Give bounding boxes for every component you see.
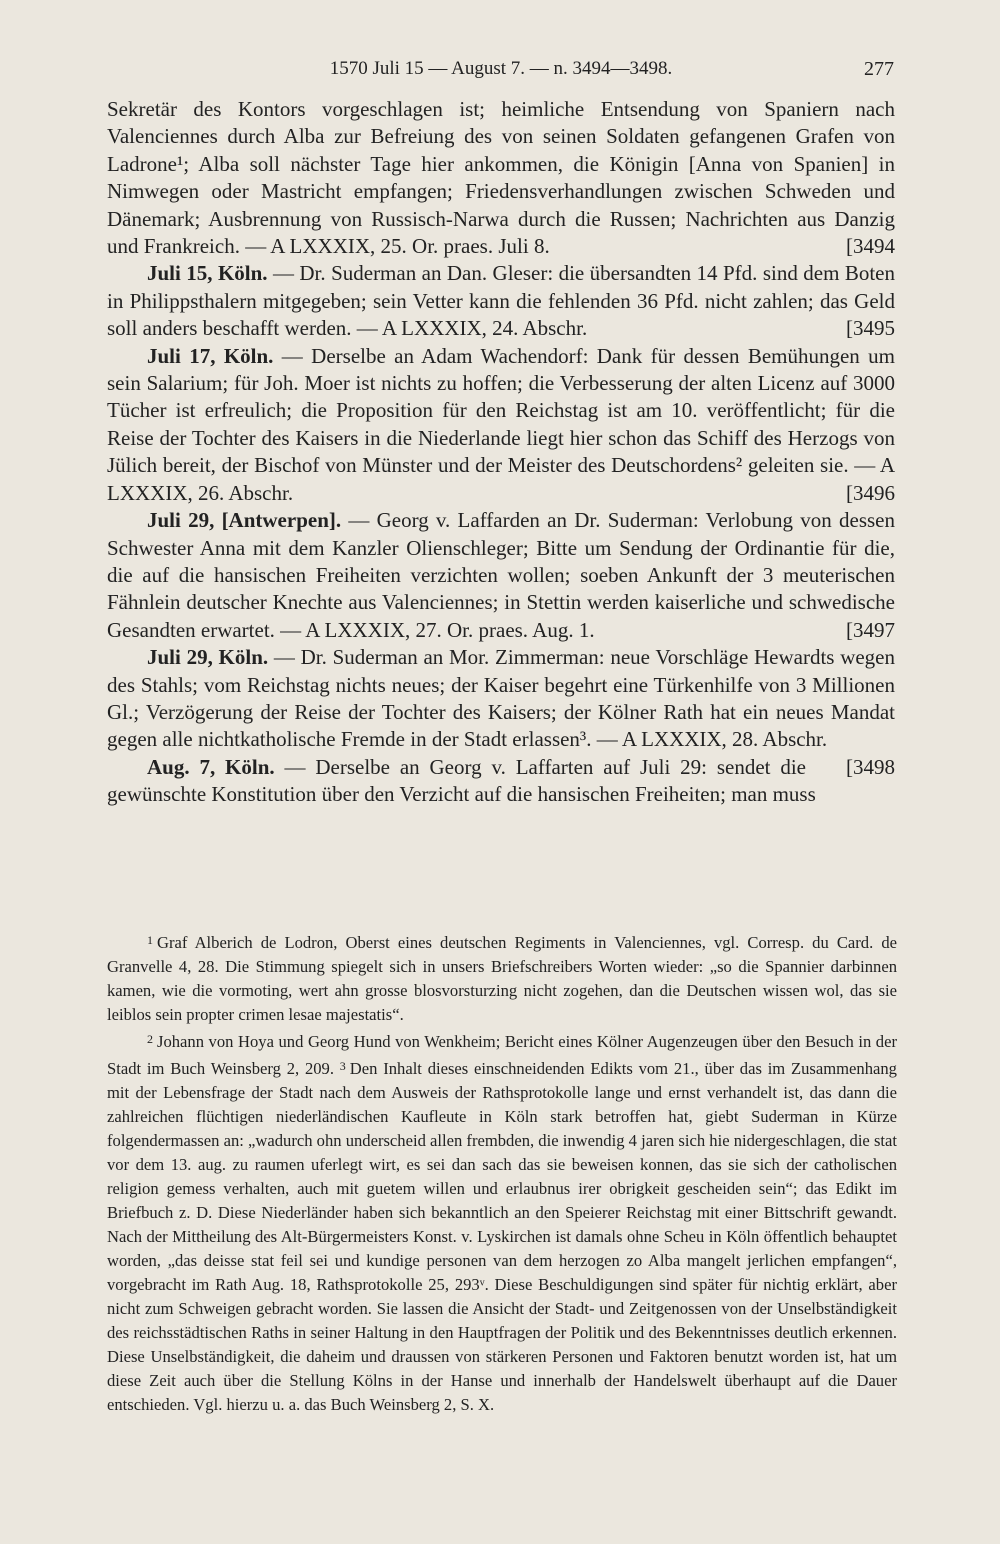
entry-date: Juli 17, Köln.	[147, 343, 274, 368]
entry-text: — Georg v. Laffarden an Dr. Suderman: Verlobung von dessen Schwester Anna mit dem Kanzler Olienschleger; Bitte um Sendung der Ordinantie für die, die auf die hansischen Freiheiten verzichten wollen; soeben Ankunft der 3 meuterischen Fähnlein deutscher Knechte aus Valenciennes; in Stettin werden kaiserliche und schwedische Gesandten erwartet. — A LXXXIX, 27. Or. praes. Aug. 1.	[107, 508, 895, 642]
entry-date: Juli 29, [Antwerpen].	[147, 508, 342, 533]
entry-number: [3497	[846, 617, 895, 642]
entry-number: [3496	[846, 480, 895, 505]
entry-text: — Derselbe an Adam Wachendorf: Dank für dessen Bemühungen um sein Salarium; für Joh. Moer ist nichts zu hoffen; die Verbesserung der alten Licenz auf 3000 Tücher ist erfreulich; die Proposition für den Reichstag ist am 10. veröffentlicht; für die Reise der Tochter des Kaisers in die Niederlande liegt hier schon das Schiff des Herzogs von Jülich bereit, der Bischof von Münster und der Meister des Deutschordens² geleiten sie. — A LXXXIX, 26. Abschr.	[107, 343, 896, 505]
footnote-text: Den Inhalt dieses einschneidenden Edikts vom 21., über das im Zusammenhang mit der Lebensfrage der Stadt nach dem Ausweis der Rathsprotokolle lange und ernst verhandelt ist, das dann die zahlreichen flüchtigen niederländischen Kaufleute in Köln stark betroffen hat, giebt Suderman in Kürze folgendermassen an: „wadurch ohn underscheid allen frembden, die inwendig 4 jaren sich hie nidergeschlagen, die stat vor dem 13. aug. zu raumen uferlegt wirt, es sei dan sach das sie beweisen konnen, das sie sich der catholischen religion gemess verhalten, auch mit guetem willen und erlaubnus irer obrigkeit gescheiden sein“; das Edikt im Briefbuch z. D. Diese Niederländer haben sich bekanntlich an den Speierer Reichstag mit einer Bittschrift gewandt. Nach der Mittheilung des Alt-Bürgermeisters Konst. v. Lyskirchen ist damals ohne Scheu in Köln öffentlich behauptet worden, „das deisse stat feil sei und kundige personen van dem herzogen zo Alba mangelt jerlichen empfangen“, vorgebracht im Rath Aug. 18, Rathsprotokolle 25, 293ᵛ. Diese Beschuldigungen sind später für nichtig erklärt, aber nicht zum Schweigen gebracht worden. Sie lassen die Ansicht der Stadt- und Zeitgenossen von der Unselbständigkeit des reichsstädtischen Raths in seiner Haltung in den Hauptfragen der Politik und des Bekenntnisses deutlich erkennen. Diese Unselbständigkeit, die daheim und draussen von stärkeren Personen und Faktoren benutzt worden ist, hat um diese Zeit auch über die Stellung Kölns in der Hanse und innerhalb der Handelswelt überhaupt auf die Dauer entschieden. Vgl. hierzu u. a. das Buch Weinsberg 2, S. X.	[107, 1059, 897, 1414]
entry-date: Juli 15, Köln.	[147, 261, 268, 286]
footnote-mark: 1	[147, 933, 153, 947]
footnote-text: Graf Alberich de Lodron, Oberst eines deutschen Regiments in Valenciennes, vgl. Corresp. du Card. de Granvelle 4, 28. Die Stimmung spiegelt sich in unsers Briefschreibers Worten wieder: „so die Spannier darbinnen kamen, wie die vormoting, wert ahn grosse blosvorsturzing nicht zogehen, dan die Deutschen wissen wol, das sie leiblos sein propter crimen lesae majestatis“.	[107, 933, 897, 1024]
page-number: 277	[864, 58, 894, 80]
entry-text: — Derselbe an Georg v. Laffarten auf Juli 29: sendet die gewünschte Konstitution über den Verzicht auf die hansischen Freiheiten; man muss	[107, 754, 816, 807]
entry-date: Aug. 7, Köln.	[147, 754, 275, 779]
entry-text: — Dr. Suderman an Mor. Zimmerman: neue Vorschläge Hewardts wegen des Stahls; vom Reichstag nichts neues; der Kaiser begehrt eine Türkenhilfe von 3 Millionen Gl.; Verzögerung der Reise der Tochter des Kaisers; der Kölner Rath hat ein neues Mandat gegen alle nichtkatholische Fremde in der Stadt erlassen³. — A LXXXIX, 28. Abschr.	[107, 645, 895, 752]
running-head: 1570 Juli 15 — August 7. — n. 3494—3498.	[329, 58, 673, 79]
entry-3496	[107, 343, 895, 507]
footnote-mark: 3	[339, 1059, 346, 1073]
footnotes	[107, 928, 897, 1417]
entry-3497	[107, 507, 895, 644]
entry-3495	[107, 260, 895, 342]
entry-text: — Dr. Suderman an Dan. Gleser: die übersandten 14 Pfd. sind dem Boten in Philippsthalern mitgegeben; sein Vetter kann die fehlenden 36 Pfd. nicht zahlen; das Geld soll anders beschafft werden. — A LXXXIX, 24. Abschr.	[107, 261, 895, 341]
entry-aug-7	[107, 754, 895, 809]
entry-text: Sekretär des Kontors vorgeschlagen ist; heimliche Entsendung von Spaniern nach Valenciennes durch Alba zur Befreiung des von seinen Soldaten gefangenen Grafen von Ladrone¹; Alba soll nächster Tage hier ankommen, die Königin [Anna von Spanien] in Nimwegen oder Mastricht empfangen; Friedensverhandlungen zwischen Schweden und Dänemark; Ausbrennung von Russisch-Narwa durch die Russen; Nachrichten aus Danzig und Frankreich. — A LXXXIX, 25. Or. praes. Juli 8.	[107, 97, 895, 259]
entry-number: [3498	[846, 754, 895, 779]
entry-date: Juli 29, Köln.	[147, 645, 269, 670]
footnote-mark: 2	[147, 1032, 153, 1046]
entry-number: [3495	[846, 316, 895, 341]
footnote-text: Johann von Hoya und Georg Hund von Wenkheim; Bericht eines Kölner Augenzeugen über den Besuch in der Stadt im Buch Weinsberg 2, 209.	[107, 1032, 897, 1078]
entry-3494	[107, 96, 895, 260]
footnote-1	[107, 928, 897, 1027]
main-text	[107, 96, 895, 809]
footnote-2	[107, 1027, 897, 1417]
entry-number: [3494	[846, 234, 895, 259]
page-header	[108, 58, 894, 86]
